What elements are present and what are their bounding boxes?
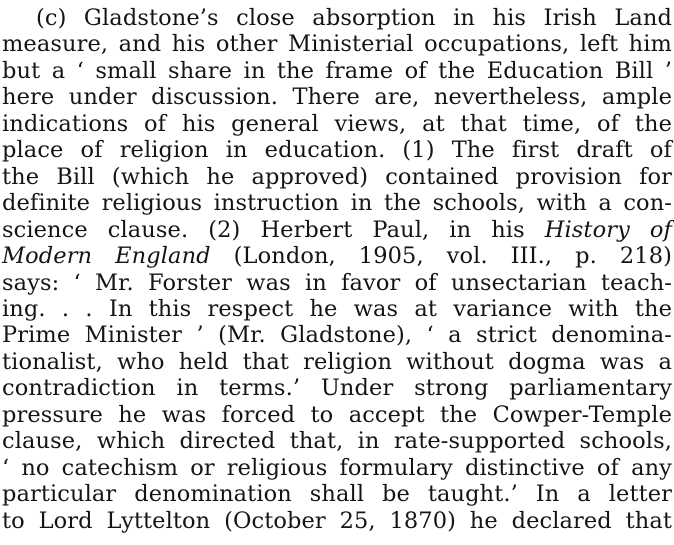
line-text: measure, and his other Ministerial occupations, left him <box>2 31 672 58</box>
line-text: the Bill (which he approved) contained provision for <box>2 163 672 190</box>
line-text: (c) Gladstone’s close absorption in his Irish Land <box>36 5 672 31</box>
line-text: to Lord Lyttelton (October 25, 1870) he declared that <box>2 507 672 534</box>
italic-title-text: History of <box>544 216 672 243</box>
line-text: ‘ no catechism or religious formulary distinctive of any <box>2 454 672 481</box>
line-text: tionalist, who held that religion without dogma was a <box>2 348 672 375</box>
line-text: here under discussion. There are, nevertheless, ample <box>2 84 672 111</box>
line-text: but a ‘ small share in the frame of the Education Bill ’ <box>2 57 672 84</box>
line-text: (London, 1905, vol. III., p. 218) <box>210 243 672 270</box>
line-text: Prime Minister ’ (Mr. Gladstone), ‘ a strict denomina- <box>2 322 672 349</box>
line-text: indications of his general views, at that time, of the <box>2 110 672 137</box>
text-line <box>2 506 672 536</box>
line-text: ing. . . In this respect he was at variance with the <box>2 295 672 322</box>
line-text: clause, which directed that, in rate-supported schools, <box>2 428 672 455</box>
line-text: says: ‘ Mr. Forster was in favor of unsectarian teach- <box>2 269 672 296</box>
line-text: particular denomination shall be taught.’ In a letter <box>2 481 672 508</box>
italic-title-text: Modern England <box>2 243 211 270</box>
line-text: science clause. (2) Herbert Paul, in his <box>2 216 545 243</box>
line-text: contradiction in terms.’ Under strong parliamentary <box>2 375 672 402</box>
line-text: place of religion in education. (1) The first draft of <box>2 137 672 164</box>
line-text: definite religious instruction in the schools, with a con- <box>2 190 672 217</box>
line-text: pressure he was forced to accept the Cowper-Temple <box>2 401 672 428</box>
